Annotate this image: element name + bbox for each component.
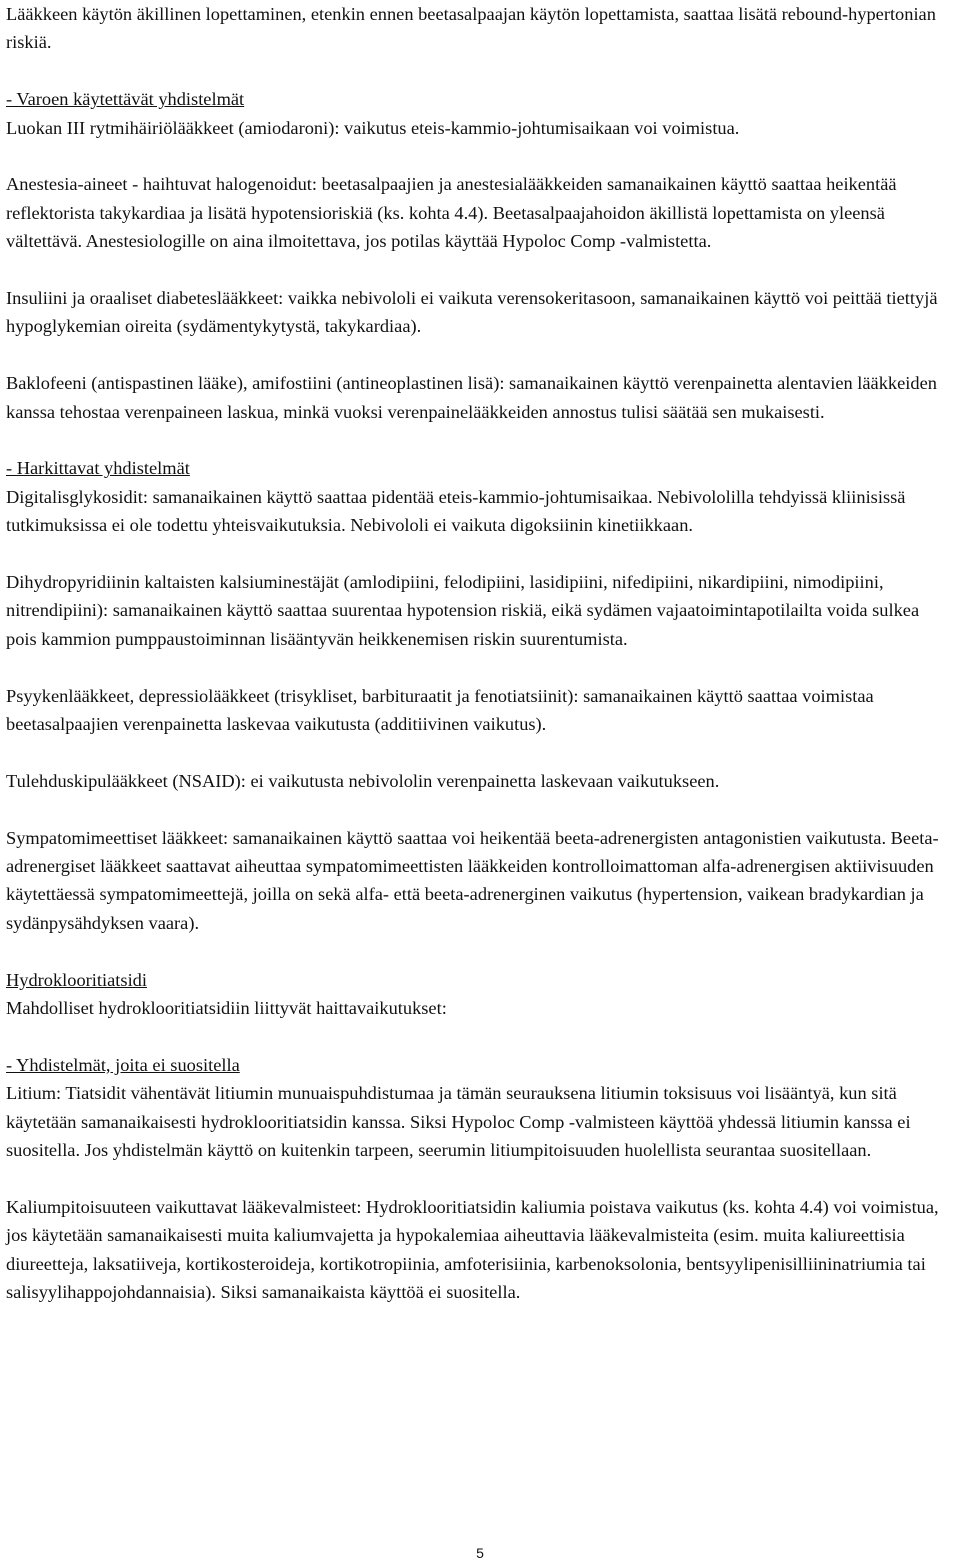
paragraph-antiarrhythmics: Luokan III rytmihäiriölääkkeet (amiodaroni): vaikutus eteis-kammio-johtumisaikaan voi voimistua. [6,117,740,138]
paragraph-lithium: Litium: Tiatsidit vähentävät litiumin munuaispuhdistumaa ja tämän seurauksena litiumin toksisuus voi lisääntyä, kun sitä käytetään samanaikaisesti hydroklooritiatsidin kanssa. Siksi Hypoloc Comp -valmisteen käyttöä yhdessä litiumin kanssa ei suositella. Jos yhdistelmän käyttö on kuitenkin tarpeen, seerumin litiumpitoisuuden huolellista seurantaa suositellaan. [6,1083,911,1161]
heading-considered-combinations: - Harkittavat yhdistelmät [6,458,190,479]
paragraph-anesthetics: Anestesia-aineet - haihtuvat halogenoidut: beetasalpaajien ja anestesialääkkeiden samanaikainen käyttö saattaa heikentää reflektorista takykardiaa ja lisätä hypotensioriskiä (ks. kohta 4.4). Beetasalpaajahoidon äkillistä lopettamista on yleensä vältettävä. Anestesiologille on aina ilmoitettava, jos potilas käyttää Hypoloc Comp -valmistetta. [6,174,897,252]
paragraph-psychotropics: Psyykenlääkkeet, depressiolääkkeet (trisykliset, barbituraatit ja fenotiatsiinit): samanaikainen käyttö saattaa voimistaa beetasalpaajien verenpainetta laskevaa vaikutusta (additiivinen vaikutus). [6,685,874,735]
paragraph-hct-intro: Mahdolliset hydroklooritiatsidiin liittyvät haittavaikutukset: [6,998,447,1019]
paragraph-dihydropyridine: Dihydropyridiinin kaltaisten kalsiuminestäjät (amlodipiini, felodipiini, lasidipiini, nifedipiini, nikardipiini, nimodipiini, nitrendipiini): samanaikainen käyttö saattaa suurentaa hypotension riskiä, eikä sydämen vajaatoimintapotilailta voida sulkea pois kammion pumppaustoiminnan lisääntyvän heikkenemisen riskin suurentumista. [6,572,920,649]
heading-hydrochlorothiazide: Hydroklooritiatsidi [6,969,147,990]
paragraph-digitalis: Digitalisglykosidit: samanaikainen käyttö saattaa pidentää eteis-kammio-johtumisaikaa. Nebivololilla tehdyissä kliinisissä tutkimuksissa ei ole todettu yhteisvaikutuksia. Nebivololi ei vaikuta digoksiinin kinetiikkaan. [6,486,906,536]
heading-cautious-combinations: - Varoen käytettävät yhdistelmät [6,89,245,110]
paragraph-rebound: Lääkkeen käytön äkillinen lopettaminen, etenkin ennen beetasalpaajan käytön lopettamista, saattaa lisätä rebound-hypertonian riskiä. [6,4,936,53]
page-number: 5 [476,1545,484,1561]
paragraph-sympathomimetics: Sympatomimeettiset lääkkeet: samanaikainen käyttö saattaa voi heikentää beeta-adrenergisten antagonistien vaikutusta. Beeta-adrenergiset lääkkeet saattavat aiheuttaa sympatomimeettisten lääkkeiden kontrolloimattoman alfa-adrenergisen aktiivisuuden käytettäessä sympatomimeettejä, joilla on sekä alfa- että beeta-adrenerginen vaikutus (hypertension, vaikean bradykardian ja sydänpysähdyksen vaara). [6,827,939,933]
paragraph-nsaid: Tulehduskipulääkkeet (NSAID): ei vaikutusta nebivololin verenpainetta laskevaan vaikutukseen. [6,770,720,791]
paragraph-baclofen: Baklofeeni (antispastinen lääke), amifostiini (antineoplastinen lisä): samanaikainen käyttö verenpainetta alentavien lääkkeiden kanssa tehostaa verenpaineen laskua, minkä vuoksi verenpainelääkkeiden annostus tulisi säätää sen mukaisesti. [6,373,937,422]
heading-not-recommended: - Yhdistelmät, joita ei suositella [6,1054,240,1075]
paragraph-potassium: Kaliumpitoisuuteen vaikuttavat lääkevalmisteet: Hydroklooritiatsidin kaliumia poistava vaikutus (ks. kohta 4.4) voi voimistua, jos käytetään samanaikaisesti muita kaliumvajetta ja hypokalemiaa aiheuttavia lääkevalmisteita (esim. muita kaliureettisia diureetteja, laksatiiveja, kortikosteroideja, kortikotropiinia, amfoterisiinia, karbenoksolonia, bentsyylipenisilliininatriumia tai salisyylihappojohdannaisia). Siksi samanaikaista käyttöä ei suositella. [6,1196,939,1303]
document-page [6,0,954,1307]
paragraph-insulin: Insuliini ja oraaliset diabeteslääkkeet: vaikka nebivololi ei vaikuta verensokeritasoon, samanaikainen käyttö voi peittää tiettyjä hypoglykemian oireita (sydämentykytystä, takykardiaa). [6,288,938,337]
